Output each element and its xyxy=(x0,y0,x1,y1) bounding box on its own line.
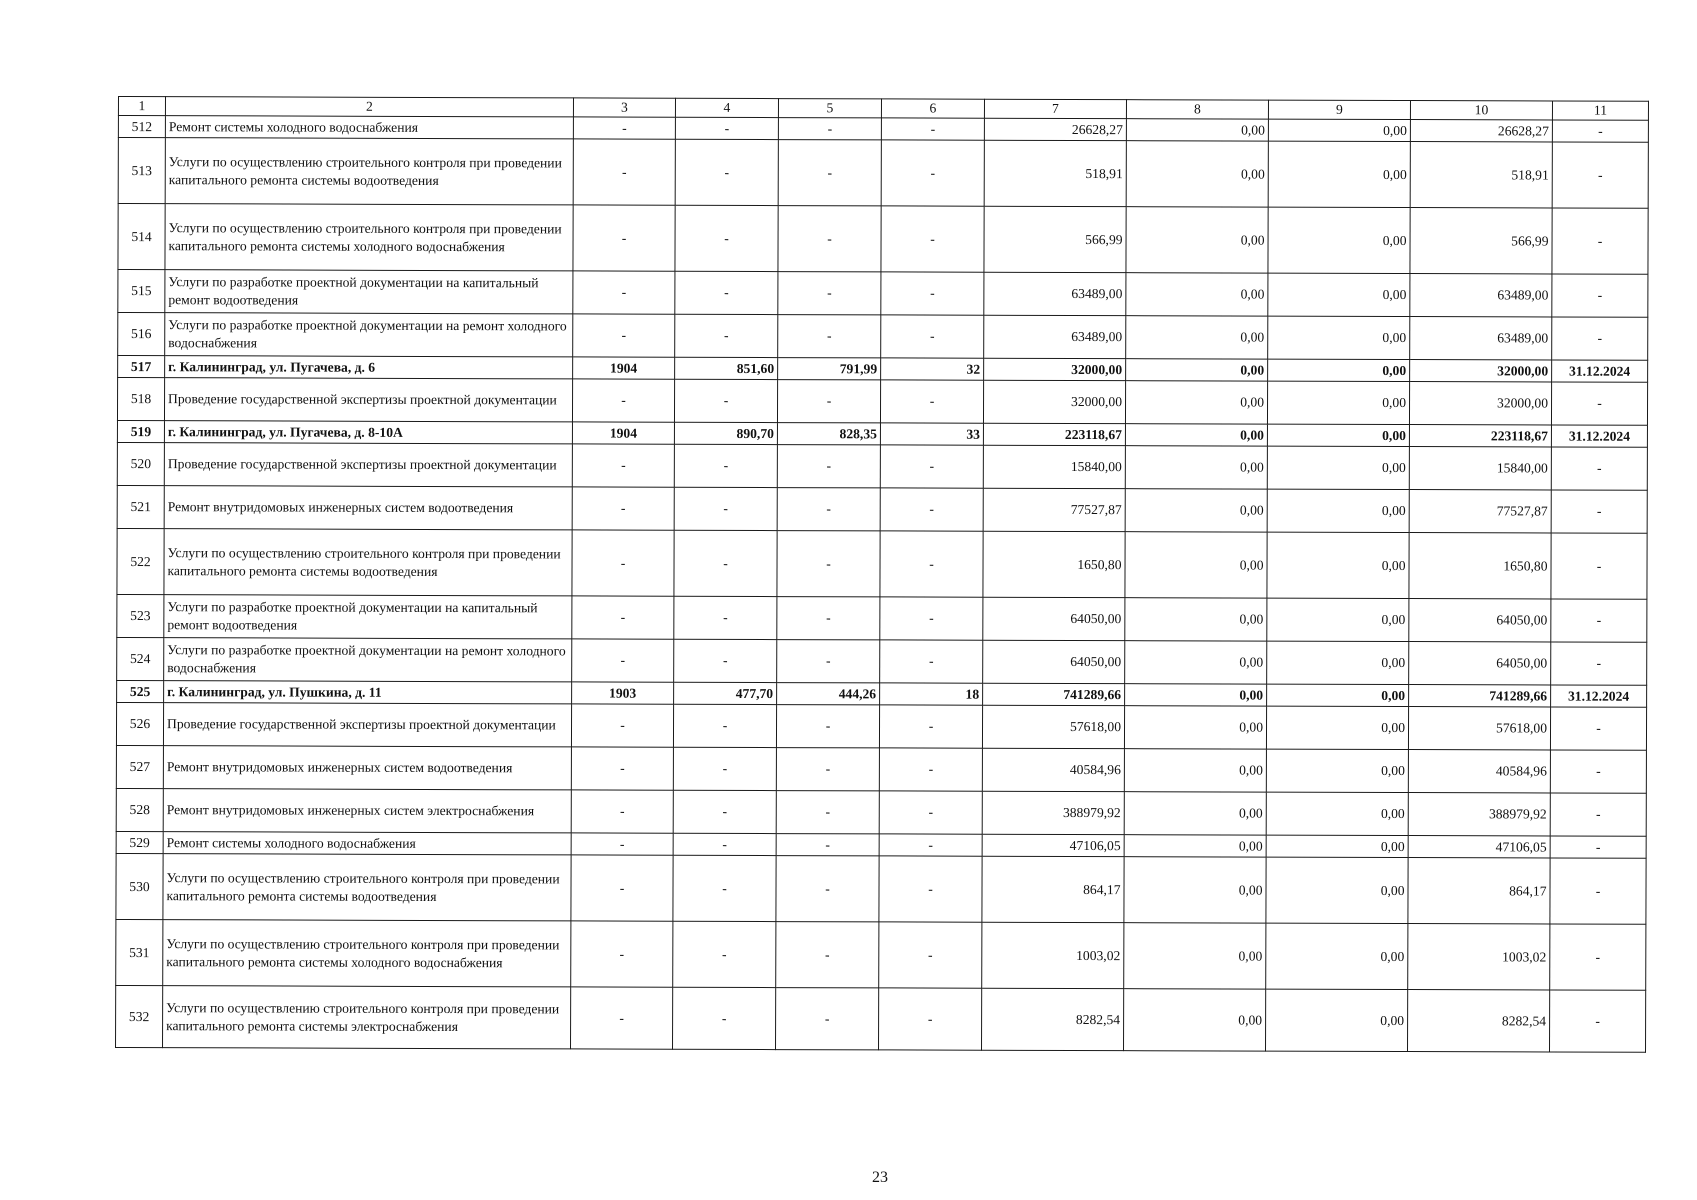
col4-cell: - xyxy=(673,987,776,1049)
col6-cell: - xyxy=(879,705,982,748)
col3-cell: 1904 xyxy=(572,422,674,444)
col8-cell: 0,00 xyxy=(1126,141,1268,207)
col11-cell: - xyxy=(1552,274,1648,317)
description-cell: г. Калининград, ул. Пугачева, д. 6 xyxy=(165,356,573,379)
col7-cell: 64050,00 xyxy=(983,640,1125,683)
col11-cell: - xyxy=(1551,599,1647,642)
col10-cell: 15840,00 xyxy=(1409,447,1551,490)
col11-cell: - xyxy=(1550,858,1646,924)
col9-cell: 0,00 xyxy=(1268,273,1410,316)
col3-cell: - xyxy=(572,487,674,530)
col8-cell: 0,00 xyxy=(1124,835,1266,857)
table-row xyxy=(116,985,1646,1052)
col10-cell: 566,99 xyxy=(1410,208,1552,274)
repair-program-table xyxy=(115,96,1649,1053)
col10-cell: 57618,00 xyxy=(1408,707,1550,750)
col7-cell: 47106,05 xyxy=(982,834,1124,856)
col8-cell: 0,00 xyxy=(1125,381,1267,424)
col7-cell: 26628,27 xyxy=(984,118,1126,140)
col6-cell: - xyxy=(879,922,982,988)
col5-cell: - xyxy=(778,140,881,206)
col8-cell: 0,00 xyxy=(1125,598,1267,641)
col3-cell: - xyxy=(572,530,674,596)
col9-cell: 0,00 xyxy=(1268,359,1410,381)
column-number: 2 xyxy=(165,97,573,117)
col4-cell: - xyxy=(673,704,776,747)
col11-cell: - xyxy=(1552,317,1648,360)
col8-cell: 0,00 xyxy=(1125,641,1267,684)
description-cell: Ремонт внутридомовых инженерных систем водоотведения xyxy=(164,486,572,530)
col8-cell: 0,00 xyxy=(1125,489,1267,532)
col5-cell: - xyxy=(777,531,880,597)
col6-cell: - xyxy=(881,272,984,315)
col5-cell: - xyxy=(777,488,880,531)
col6-cell: 33 xyxy=(880,423,983,445)
col7-cell: 15840,00 xyxy=(983,445,1125,488)
col11-cell: - xyxy=(1550,990,1646,1052)
col7-cell: 1003,02 xyxy=(982,922,1124,988)
col9-cell: 0,00 xyxy=(1267,532,1409,598)
col6-cell: - xyxy=(879,791,982,834)
row-number-cell: 526 xyxy=(116,702,163,745)
col5-cell: - xyxy=(778,315,881,358)
column-number: 6 xyxy=(881,99,984,118)
col10-cell: 8282,54 xyxy=(1408,990,1550,1052)
col11-cell: - xyxy=(1550,924,1646,990)
col10-cell: 64050,00 xyxy=(1409,599,1551,642)
row-number-cell: 527 xyxy=(116,745,163,788)
table-row xyxy=(117,485,1647,533)
col9-cell: 0,00 xyxy=(1266,835,1408,857)
col5-cell: - xyxy=(777,380,880,423)
col11-cell: - xyxy=(1550,836,1646,858)
col7-cell: 1650,80 xyxy=(983,531,1125,597)
col4-cell: - xyxy=(673,747,776,790)
col4-cell: - xyxy=(673,833,776,855)
col6-cell: - xyxy=(881,206,984,272)
row-number-cell: 514 xyxy=(118,204,165,270)
col6-cell: 32 xyxy=(881,358,984,380)
col10-cell: 32000,00 xyxy=(1410,360,1552,382)
table-row xyxy=(118,313,1648,361)
column-number: 9 xyxy=(1268,100,1410,119)
description-cell: Услуги по разработке проектной документации на капитальный ремонт водоотведения xyxy=(165,270,573,314)
col11-cell: - xyxy=(1551,642,1647,685)
col11-cell: 31.12.2024 xyxy=(1551,425,1647,447)
table-row xyxy=(116,853,1646,924)
col4-cell: - xyxy=(675,205,778,271)
col4-cell: - xyxy=(674,379,777,422)
col3-cell: - xyxy=(571,921,673,987)
col9-cell: 0,00 xyxy=(1267,684,1409,706)
col6-cell: - xyxy=(880,531,983,597)
description-cell: г. Калининград, ул. Пушкина, д. 11 xyxy=(164,681,572,704)
description-cell: Услуги по осуществлению строительного контроля при проведении капитального ремонта системы холодного водоснабжения xyxy=(163,920,571,987)
table-row xyxy=(117,378,1647,426)
column-number: 8 xyxy=(1126,100,1268,119)
col8-cell: 0,00 xyxy=(1124,749,1266,792)
col8-cell: 0,00 xyxy=(1125,446,1267,489)
document-sheet xyxy=(115,96,1648,1053)
col11-cell: - xyxy=(1551,447,1647,490)
row-number-cell: 525 xyxy=(117,680,164,702)
description-cell: Услуги по осуществлению строительного контроля при проведении капитального ремонта системы водоотведения xyxy=(164,529,572,596)
col3-cell: - xyxy=(571,855,673,921)
col10-cell: 40584,96 xyxy=(1408,750,1550,793)
col4-cell: - xyxy=(675,314,778,357)
col4-cell: - xyxy=(674,444,777,487)
row-number-cell: 530 xyxy=(116,853,163,919)
row-number-cell: 517 xyxy=(118,356,165,378)
col7-cell: 63489,00 xyxy=(984,272,1126,315)
table-row xyxy=(116,745,1646,793)
col3-cell: - xyxy=(573,139,675,205)
col8-cell: 0,00 xyxy=(1124,857,1266,923)
col4-cell: - xyxy=(674,487,777,530)
col3-cell: - xyxy=(571,987,673,1049)
col10-cell: 1003,02 xyxy=(1408,924,1550,990)
col7-cell: 518,91 xyxy=(984,140,1126,206)
col5-cell: - xyxy=(778,272,881,315)
col6-cell: - xyxy=(879,748,982,791)
col8-cell: 0,00 xyxy=(1124,706,1266,749)
col7-cell: 566,99 xyxy=(984,206,1126,272)
col5-cell: 828,35 xyxy=(777,423,880,445)
table-row xyxy=(118,270,1648,318)
col8-cell: 0,00 xyxy=(1124,923,1266,989)
description-cell: Ремонт внутридомовых инженерных систем электроснабжения xyxy=(163,789,571,833)
col11-cell: - xyxy=(1552,142,1648,208)
table-row xyxy=(116,788,1646,836)
col9-cell: 0,00 xyxy=(1268,141,1410,207)
col5-cell: - xyxy=(778,118,881,140)
col5-cell: - xyxy=(777,597,880,640)
row-number-cell: 522 xyxy=(117,528,164,594)
col10-cell: 1650,80 xyxy=(1409,533,1551,599)
col9-cell: 0,00 xyxy=(1266,923,1408,989)
col4-cell: - xyxy=(673,921,776,987)
col11-cell: 31.12.2024 xyxy=(1551,685,1647,707)
col8-cell: 0,00 xyxy=(1126,273,1268,316)
row-number-cell: 521 xyxy=(117,485,164,528)
row-number-cell: 516 xyxy=(118,313,165,356)
col7-cell: 64050,00 xyxy=(983,597,1125,640)
row-number-cell: 512 xyxy=(118,116,165,138)
description-cell: Услуги по разработке проектной документации на ремонт холодного водоснабжения xyxy=(165,313,573,357)
description-cell: Проведение государственной экспертизы проектной документации xyxy=(164,378,572,422)
row-number-cell: 532 xyxy=(116,985,163,1047)
col10-cell: 77527,87 xyxy=(1409,490,1551,533)
col7-cell: 40584,96 xyxy=(982,748,1124,791)
row-number-cell: 523 xyxy=(117,594,164,637)
col5-cell: 444,26 xyxy=(777,683,880,705)
col5-cell: - xyxy=(778,206,881,272)
description-cell: Услуги по осуществлению строительного контроля при проведении капитального ремонта системы водоотведения xyxy=(163,854,571,921)
col6-cell: - xyxy=(879,988,982,1050)
col9-cell: 0,00 xyxy=(1267,598,1409,641)
col4-cell: - xyxy=(675,117,778,139)
col6-cell: - xyxy=(881,315,984,358)
col3-cell: - xyxy=(571,790,673,833)
description-cell: Услуги по осуществлению строительного контроля при проведении капитального ремонта системы электроснабжения xyxy=(163,986,571,1049)
col3-cell: - xyxy=(572,596,674,639)
col4-cell: - xyxy=(673,790,776,833)
col5-cell: - xyxy=(777,640,880,683)
col3-cell: - xyxy=(573,314,675,357)
table-row xyxy=(117,594,1647,642)
col5-cell: - xyxy=(776,922,879,988)
col3-cell: - xyxy=(571,747,673,790)
col3-cell: 1903 xyxy=(572,682,674,704)
col8-cell: 0,00 xyxy=(1126,119,1268,141)
col3-cell: - xyxy=(571,704,673,747)
description-cell: Проведение государственной экспертизы проектной документации xyxy=(163,703,571,747)
col3-cell: 1904 xyxy=(573,357,675,379)
col4-cell: - xyxy=(675,139,778,205)
col4-cell: - xyxy=(674,596,777,639)
col11-cell: - xyxy=(1550,707,1646,750)
col11-cell: - xyxy=(1552,208,1648,274)
table-row xyxy=(117,528,1647,599)
column-number: 10 xyxy=(1410,101,1552,120)
col7-cell: 741289,66 xyxy=(983,683,1125,705)
col11-cell: - xyxy=(1552,120,1648,142)
col11-cell: - xyxy=(1550,793,1646,836)
col8-cell: 0,00 xyxy=(1125,424,1267,446)
col9-cell: 0,00 xyxy=(1266,706,1408,749)
page-number: 23 xyxy=(872,1169,888,1186)
table-body xyxy=(116,97,1649,1053)
col3-cell: - xyxy=(572,379,674,422)
row-number-cell: 513 xyxy=(118,138,165,204)
col4-cell: 890,70 xyxy=(674,422,777,444)
col7-cell: 8282,54 xyxy=(982,988,1124,1050)
row-number-cell: 524 xyxy=(117,637,164,680)
col11-cell: - xyxy=(1550,750,1646,793)
col10-cell: 741289,66 xyxy=(1409,685,1551,707)
col6-cell: - xyxy=(880,488,983,531)
col3-cell: - xyxy=(571,833,673,855)
row-number-cell: 520 xyxy=(117,442,164,485)
col7-cell: 63489,00 xyxy=(984,315,1126,358)
table-row xyxy=(118,204,1648,275)
table-row xyxy=(117,637,1647,685)
col3-cell: - xyxy=(573,271,675,314)
col9-cell: 0,00 xyxy=(1266,857,1408,923)
col9-cell: 0,00 xyxy=(1267,424,1409,446)
description-cell: г. Калининград, ул. Пугачева, д. 8-10А xyxy=(164,421,572,444)
col8-cell: 0,00 xyxy=(1124,792,1266,835)
col9-cell: 0,00 xyxy=(1268,316,1410,359)
col9-cell: 0,00 xyxy=(1267,381,1409,424)
col7-cell: 32000,00 xyxy=(984,358,1126,380)
row-number-cell: 519 xyxy=(117,420,164,442)
col6-cell: 18 xyxy=(880,683,983,705)
col6-cell: - xyxy=(879,834,982,856)
row-number-cell: 518 xyxy=(117,378,164,421)
col3-cell: - xyxy=(572,444,674,487)
col5-cell: 791,99 xyxy=(778,358,881,380)
col5-cell: - xyxy=(776,834,879,856)
col7-cell: 77527,87 xyxy=(983,488,1125,531)
col10-cell: 47106,05 xyxy=(1408,836,1550,858)
col4-cell: - xyxy=(674,530,777,596)
col9-cell: 0,00 xyxy=(1267,641,1409,684)
col7-cell: 223118,67 xyxy=(983,423,1125,445)
table-row xyxy=(118,138,1648,209)
col11-cell: - xyxy=(1551,382,1647,425)
col8-cell: 0,00 xyxy=(1124,989,1266,1051)
table-row xyxy=(116,702,1646,750)
col4-cell: - xyxy=(675,271,778,314)
col9-cell: 0,00 xyxy=(1266,989,1408,1051)
col6-cell: - xyxy=(880,445,983,488)
col7-cell: 388979,92 xyxy=(982,791,1124,834)
col10-cell: 63489,00 xyxy=(1410,274,1552,317)
col4-cell: 477,70 xyxy=(674,682,777,704)
row-number-cell: 515 xyxy=(118,270,165,313)
column-number: 11 xyxy=(1552,101,1648,120)
description-cell: Услуги по осуществлению строительного контроля при проведении капитального ремонта системы водоотведения xyxy=(165,138,573,205)
col6-cell: - xyxy=(881,118,984,140)
description-cell: Услуги по осуществлению строительного контроля при проведении капитального ремонта системы холодного водоснабжения xyxy=(165,204,573,271)
column-number: 3 xyxy=(573,98,675,117)
col6-cell: - xyxy=(880,380,983,423)
col8-cell: 0,00 xyxy=(1125,684,1267,706)
col9-cell: 0,00 xyxy=(1267,489,1409,532)
col10-cell: 63489,00 xyxy=(1410,317,1552,360)
col4-cell: - xyxy=(674,639,777,682)
col5-cell: - xyxy=(776,791,879,834)
col11-cell: - xyxy=(1551,490,1647,533)
col4-cell: - xyxy=(673,855,776,921)
col4-cell: 851,60 xyxy=(675,357,778,379)
description-cell: Ремонт системы холодного водоснабжения xyxy=(165,116,573,139)
col7-cell: 57618,00 xyxy=(982,705,1124,748)
column-number: 4 xyxy=(675,98,778,117)
col3-cell: - xyxy=(573,117,675,139)
col9-cell: 0,00 xyxy=(1268,207,1410,273)
col7-cell: 864,17 xyxy=(982,856,1124,922)
col9-cell: 0,00 xyxy=(1266,749,1408,792)
col10-cell: 388979,92 xyxy=(1408,793,1550,836)
column-number: 1 xyxy=(118,97,165,116)
col5-cell: - xyxy=(776,705,879,748)
col5-cell: - xyxy=(776,988,879,1050)
col10-cell: 32000,00 xyxy=(1409,382,1551,425)
column-number: 5 xyxy=(778,99,881,118)
col8-cell: 0,00 xyxy=(1126,207,1268,273)
col7-cell: 32000,00 xyxy=(983,380,1125,423)
description-cell: Услуги по разработке проектной документации на ремонт холодного водоснабжения xyxy=(164,638,572,682)
col8-cell: 0,00 xyxy=(1126,316,1268,359)
description-cell: Ремонт системы холодного водоснабжения xyxy=(163,832,571,855)
column-number: 7 xyxy=(984,99,1126,118)
col8-cell: 0,00 xyxy=(1125,532,1267,598)
description-cell: Проведение государственной экспертизы проектной документации xyxy=(164,443,572,487)
col11-cell: 31.12.2024 xyxy=(1552,360,1648,382)
row-number-cell: 529 xyxy=(116,831,163,853)
col6-cell: - xyxy=(880,640,983,683)
col10-cell: 26628,27 xyxy=(1410,120,1552,142)
col10-cell: 64050,00 xyxy=(1409,642,1551,685)
col3-cell: - xyxy=(572,639,674,682)
col6-cell: - xyxy=(881,140,984,206)
col10-cell: 223118,67 xyxy=(1409,425,1551,447)
col5-cell: - xyxy=(777,445,880,488)
row-number-cell: 528 xyxy=(116,788,163,831)
row-number-cell: 531 xyxy=(116,919,163,985)
col9-cell: 0,00 xyxy=(1266,792,1408,835)
table-row xyxy=(116,919,1646,990)
col6-cell: - xyxy=(879,856,982,922)
col9-cell: 0,00 xyxy=(1267,446,1409,489)
col9-cell: 0,00 xyxy=(1268,119,1410,141)
col10-cell: 518,91 xyxy=(1410,142,1552,208)
col5-cell: - xyxy=(776,748,879,791)
col5-cell: - xyxy=(776,856,879,922)
col3-cell: - xyxy=(573,205,675,271)
col11-cell: - xyxy=(1551,533,1647,599)
col6-cell: - xyxy=(880,597,983,640)
col8-cell: 0,00 xyxy=(1126,359,1268,381)
description-cell: Ремонт внутридомовых инженерных систем водоотведения xyxy=(163,746,571,790)
description-cell: Услуги по разработке проектной документации на капитальный ремонт водоотведения xyxy=(164,595,572,639)
col10-cell: 864,17 xyxy=(1408,858,1550,924)
table-row xyxy=(117,442,1647,490)
